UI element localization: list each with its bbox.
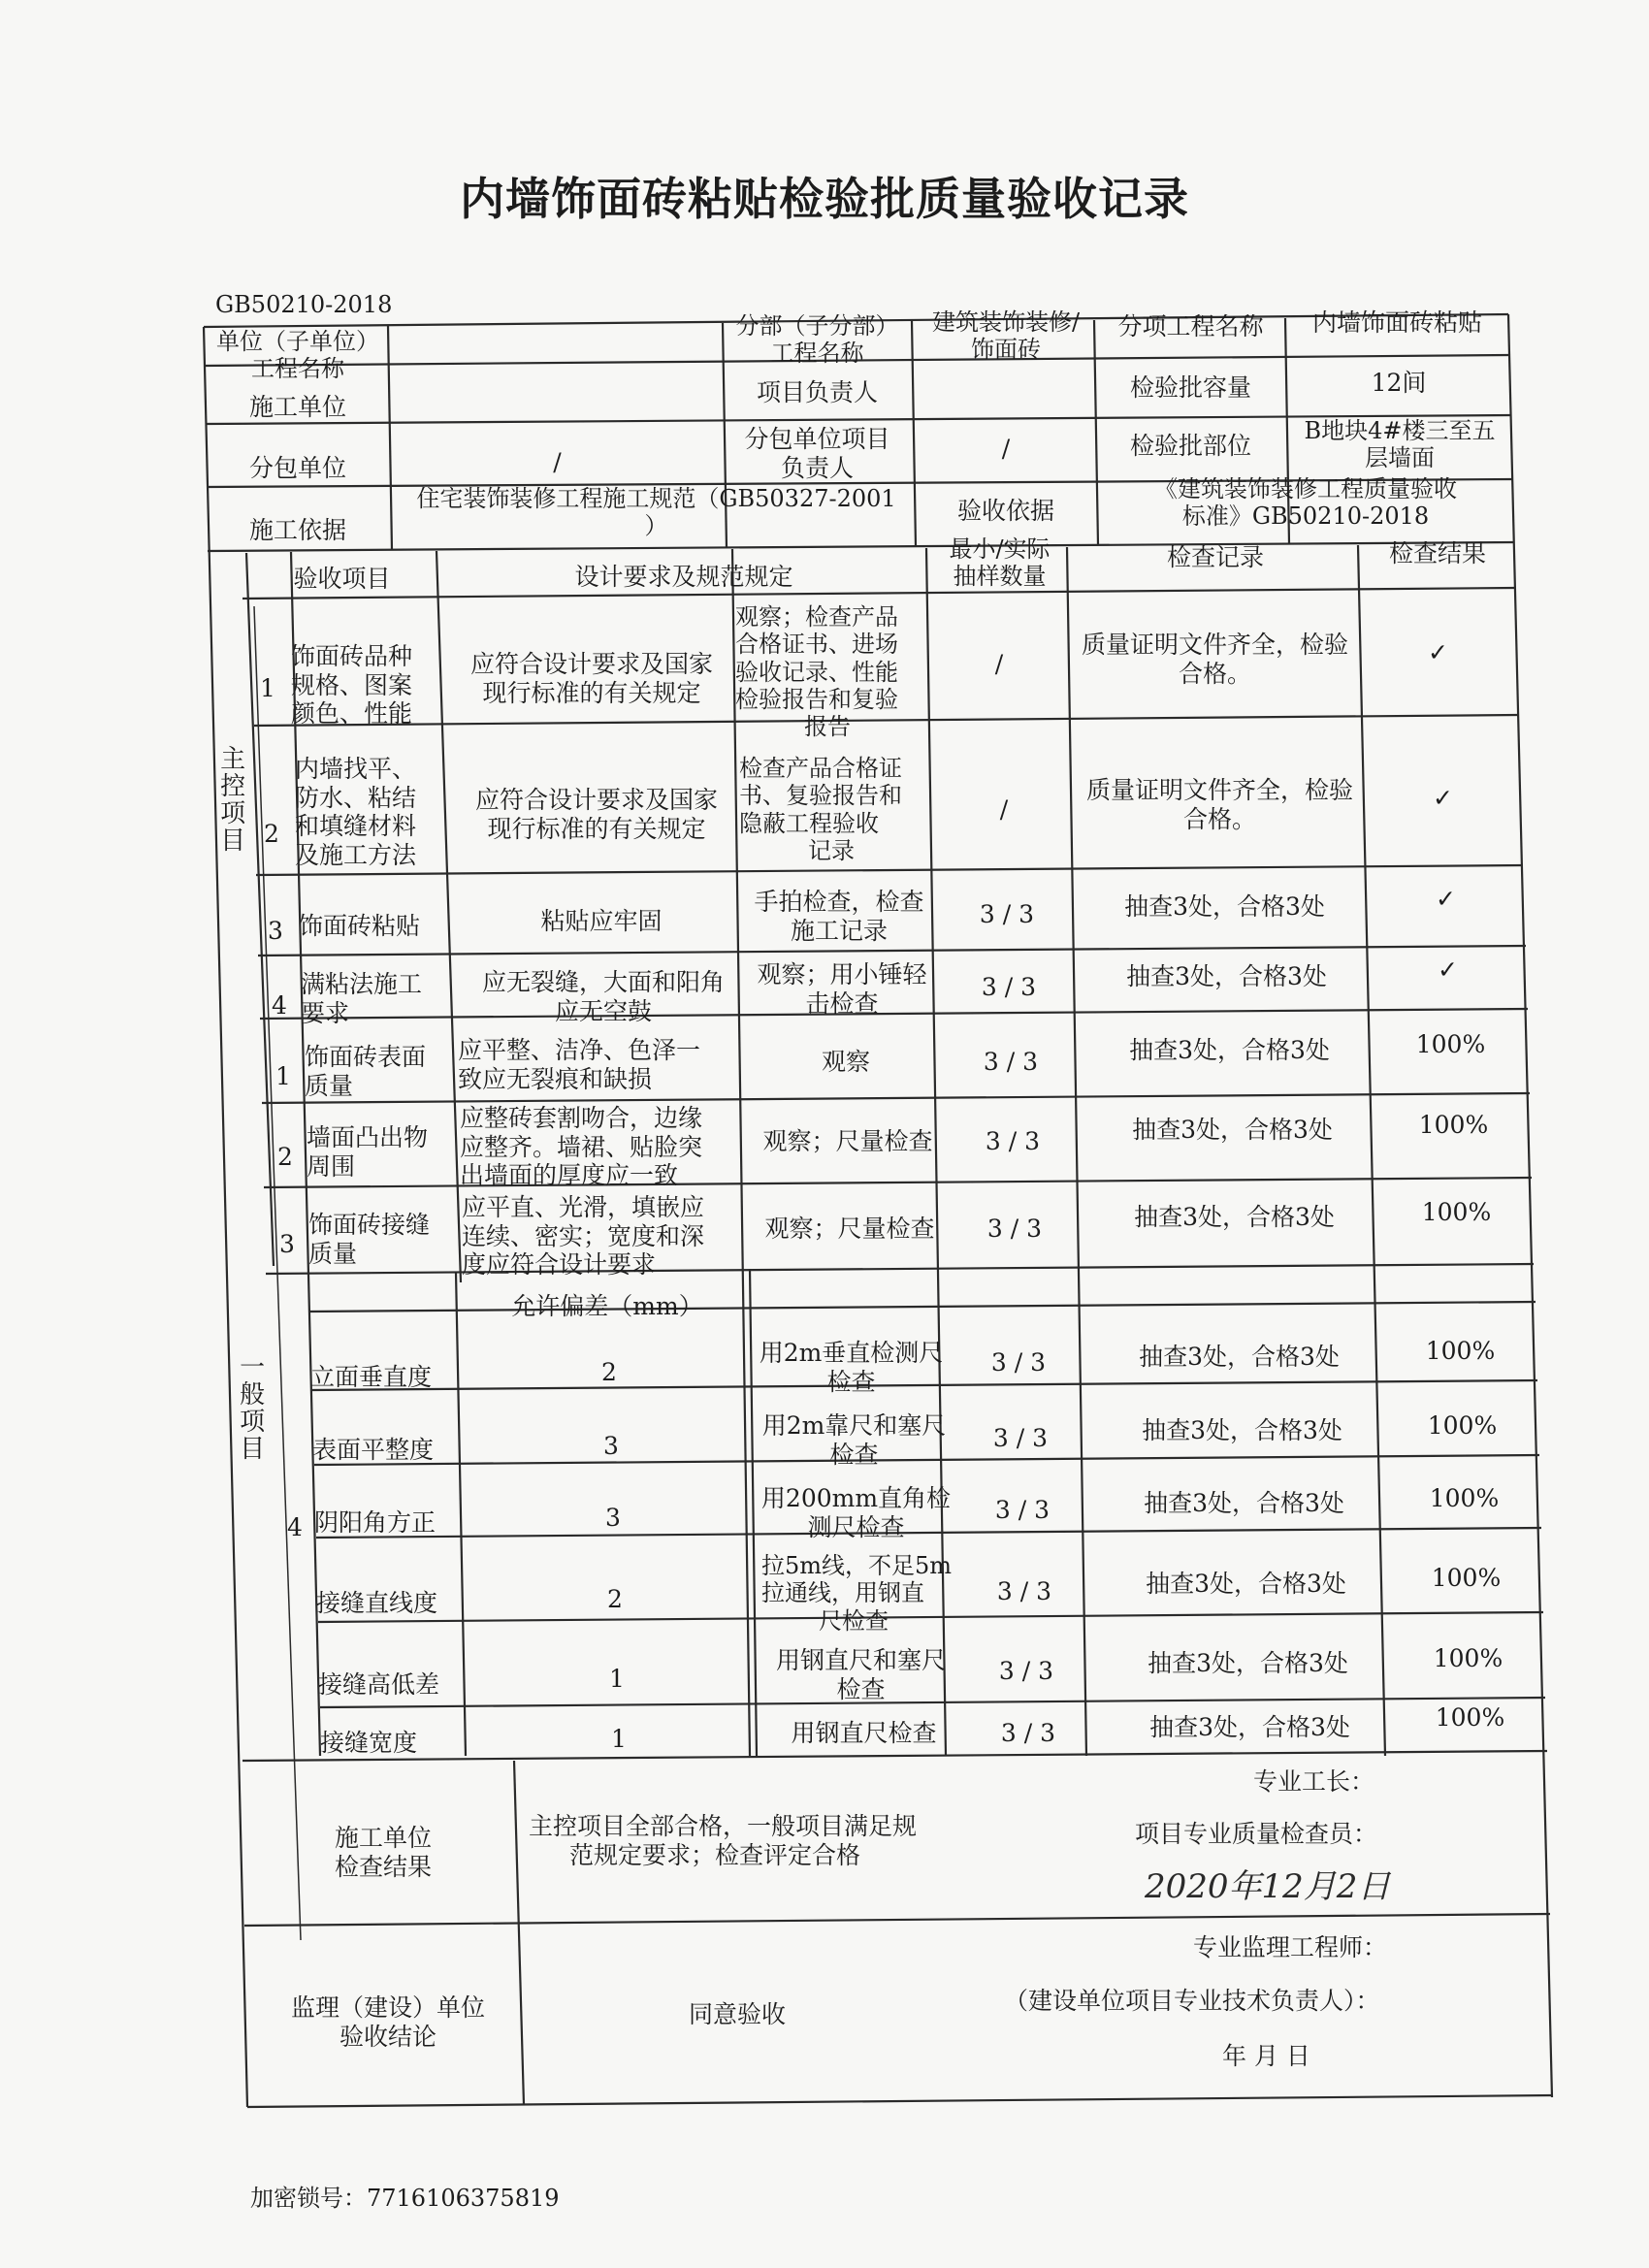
- batch-location-value: B地块4#楼三至五 层墙面: [1304, 417, 1496, 472]
- standard-code: GB50210-2018: [215, 291, 393, 318]
- col-record: 检查记录: [1166, 543, 1264, 571]
- deviation-record: 抽查3处，合格3处: [1149, 1713, 1350, 1741]
- unit-label: 单位（子单位） 工程名称: [216, 328, 379, 383]
- item-record: 抽查3处，合格3处: [1134, 1203, 1335, 1231]
- supervision-content: 同意验收: [688, 2000, 786, 2028]
- deviation-name: 表面平整度: [312, 1436, 435, 1464]
- item-no: 4: [272, 991, 287, 1020]
- deviation-record: 抽查3处，合格3处: [1139, 1343, 1340, 1371]
- contractor-check-label: 施工单位 检查结果: [334, 1824, 432, 1881]
- item-no: 3: [268, 917, 283, 945]
- main-control-label: 主控项目: [215, 745, 245, 854]
- sub-lead-label: 分包单位项目 负责人: [744, 425, 890, 482]
- deviation-header: 允许偏差（mm）: [511, 1292, 703, 1320]
- batch-location-label: 检验批部位: [1129, 432, 1251, 460]
- deviation-value: 1: [611, 1725, 627, 1753]
- deviation-value: 1: [609, 1665, 625, 1693]
- item-result: 100%: [1421, 1198, 1492, 1226]
- item-sampling: 3 / 3: [981, 973, 1037, 1001]
- deviation-sampling: 3 / 3: [994, 1496, 1051, 1524]
- item-sampling: /: [994, 650, 1004, 678]
- deviation-result: 100%: [1429, 1484, 1500, 1512]
- supervision-date: 年 月 日: [1222, 2042, 1310, 2070]
- item-sampling: 3 / 3: [979, 900, 1035, 928]
- item-requirement: 应平直、光滑，填嵌应 连续、密实；宽度和深 度应符合设计要求: [462, 1193, 705, 1279]
- batch-capacity-label: 检验批容量: [1129, 373, 1251, 402]
- item-result: ✓: [1428, 638, 1448, 666]
- deviation-method: 拉5m线，不足5m 拉通线，用钢直 尺检查: [761, 1552, 953, 1635]
- item-no: 1: [275, 1062, 291, 1090]
- deviation-method: 用2m垂直检测尺 检查: [759, 1339, 944, 1396]
- item-name: 满粘法施工 要求: [301, 970, 423, 1027]
- supervising-engineer-label: 专业监理工程师：: [1193, 1933, 1388, 1961]
- deviation-method: 用200mm直角检 测尺检查: [760, 1484, 952, 1541]
- item-record: 抽查3处，合格3处: [1126, 962, 1327, 990]
- item-name: 墙面凸出物 周围: [307, 1123, 429, 1181]
- document-title: 内墙饰面砖粘贴检验批质量验收记录: [460, 173, 1189, 225]
- table-bottom-border: [247, 2095, 1552, 2107]
- item-no: 4: [287, 1513, 303, 1541]
- foreman-label: 专业工长：: [1253, 1767, 1375, 1796]
- deviation-result: 100%: [1427, 1411, 1498, 1440]
- deviation-name: 接缝宽度: [320, 1729, 418, 1757]
- sub-dept-value: 建筑装饰装修/ 饰面砖: [931, 308, 1081, 364]
- deviation-method: 用钢直尺检查: [791, 1719, 937, 1747]
- item-record: 质量证明文件齐全，检验 合格。: [1085, 776, 1353, 833]
- deviation-sampling: 3 / 3: [1000, 1719, 1056, 1747]
- item-method: 手拍检查，检查 施工记录: [754, 888, 924, 945]
- deviation-name: 阴阳角方正: [314, 1508, 436, 1537]
- item-record: 抽查3处，合格3处: [1132, 1116, 1333, 1144]
- col-requirement: 设计要求及规范规定: [574, 563, 793, 591]
- item-no: 2: [277, 1143, 293, 1171]
- deviation-result: 100%: [1431, 1564, 1502, 1592]
- col-result: 检查结果: [1388, 539, 1486, 567]
- item-name: 饰面砖接缝 质量: [308, 1211, 431, 1268]
- item-method: 观察；尺量检查: [764, 1215, 935, 1243]
- item-result: ✓: [1436, 885, 1456, 913]
- deviation-sampling: 3 / 3: [992, 1424, 1049, 1452]
- accept-basis-value: 《建筑装饰装修工程质量验收 标准》GB50210-2018: [1154, 475, 1457, 531]
- deviation-method: 用2m靠尺和塞尺 检查: [761, 1411, 947, 1469]
- item-method: 观察: [821, 1048, 870, 1076]
- basis-value: 住宅装饰装修工程施工规范（GB50327-2001 ）: [416, 485, 896, 540]
- item-no: 1: [260, 674, 275, 702]
- deviation-value: 3: [605, 1504, 621, 1532]
- item-record: 抽查3处，合格3处: [1124, 892, 1325, 921]
- item-requirement: 应无裂缝，大面和阳角 应无空鼓: [481, 968, 725, 1025]
- item-name: 饰面砖品种 规格、图案 颜色、性能: [291, 642, 413, 728]
- item-name: 饰面砖表面 质量: [305, 1043, 427, 1100]
- subcontractor-value: /: [553, 448, 562, 476]
- quality-inspector-label: 项目专业质量检查员：: [1135, 1820, 1378, 1848]
- item-method: 观察；尺量检查: [762, 1127, 933, 1155]
- subcontractor-label: 分包单位: [248, 454, 346, 482]
- item-sampling: 3 / 3: [985, 1127, 1041, 1155]
- item-requirement: 应整砖套割吻合，边缘 应整齐。墙裙、贴脸突 出墙面的厚度应一致: [460, 1104, 703, 1189]
- item-no: 2: [264, 820, 279, 848]
- owner-representative-label: （建设单位项目专业技术负责人）：: [1004, 1987, 1380, 2015]
- deviation-name: 接缝高低差: [318, 1670, 440, 1699]
- deviation-sampling: 3 / 3: [998, 1657, 1054, 1685]
- item-requirement: 应平整、洁净、色泽一 致应无裂痕和缺损: [458, 1036, 701, 1093]
- deviation-name: 接缝直线度: [316, 1589, 438, 1617]
- item-name: 饰面砖粘贴: [299, 912, 421, 940]
- col-item: 验收项目: [293, 565, 391, 593]
- item-record: 质量证明文件齐全，检验 合格。: [1081, 631, 1348, 688]
- encryption-lock-number: 加密锁号：7716106375819: [250, 2185, 560, 2212]
- item-no: 3: [279, 1230, 295, 1258]
- item-requirement: 应符合设计要求及国家 现行标准的有关规定: [474, 786, 718, 843]
- basis-label: 施工依据: [248, 516, 346, 544]
- item-result: 100%: [1418, 1111, 1489, 1139]
- item-method: 观察；检查产品 合格证书、进场 验收记录、性能 检验报告和复验 报告: [735, 603, 898, 741]
- deviation-result: 100%: [1435, 1703, 1505, 1732]
- sub-lead-value: /: [1001, 435, 1011, 463]
- item-result: 100%: [1415, 1030, 1486, 1058]
- item-requirement: 应符合设计要求及国家 现行标准的有关规定: [469, 650, 713, 707]
- deviation-value: 3: [603, 1432, 619, 1460]
- item-sampling: /: [999, 795, 1009, 824]
- deviation-record: 抽查3处，合格3处: [1148, 1649, 1348, 1677]
- deviation-sampling: 3 / 3: [996, 1577, 1052, 1605]
- item-name-value: 内墙饰面砖粘贴: [1311, 308, 1482, 337]
- col-sampling: 最小/实际 抽样数量: [949, 535, 1051, 591]
- sub-dept-label: 分部（子分部） 工程名称: [735, 312, 899, 368]
- item-result: ✓: [1438, 956, 1458, 984]
- deviation-method: 用钢直尺和塞尺 检查: [775, 1646, 946, 1703]
- deviation-result: 100%: [1433, 1644, 1504, 1672]
- deviation-record: 抽查3处，合格3处: [1146, 1570, 1346, 1598]
- deviation-sampling: 3 / 3: [990, 1348, 1047, 1377]
- deviation-result: 100%: [1425, 1337, 1496, 1365]
- item-method: 观察；用小锤轻 击检查: [757, 960, 927, 1018]
- item-requirement: 粘贴应牢固: [540, 907, 663, 935]
- general-label: 一般项目: [235, 1353, 265, 1462]
- deviation-value: 2: [601, 1358, 617, 1386]
- item-name-label: 分项工程名称: [1117, 312, 1264, 340]
- item-sampling: 3 / 3: [986, 1215, 1043, 1243]
- item-method: 检查产品合格证 书、复验报告和 隐蔽工程验收 记录: [739, 755, 902, 864]
- project-lead-label: 项目负责人: [756, 378, 878, 406]
- accept-basis-label: 验收依据: [956, 497, 1054, 525]
- item-name: 内墙找平、 防水、粘结 和填缝材料 及施工方法: [295, 755, 417, 869]
- supervision-label: 监理（建设）单位 验收结论: [290, 1993, 485, 2051]
- deviation-record: 抽查3处，合格3处: [1142, 1416, 1342, 1444]
- contractor-check-date: 2020年12月2日: [1145, 1867, 1391, 1906]
- item-result: ✓: [1433, 784, 1453, 812]
- deviation-name: 立面垂直度: [310, 1363, 433, 1391]
- table-left-border: [204, 327, 247, 2107]
- contractor-label: 施工单位: [248, 393, 346, 421]
- deviation-value: 2: [607, 1585, 623, 1613]
- batch-capacity-value: 12间: [1371, 369, 1427, 397]
- deviation-record: 抽查3处，合格3处: [1144, 1489, 1344, 1517]
- item-sampling: 3 / 3: [983, 1048, 1039, 1076]
- contractor-check-content: 主控项目全部合格，一般项目满足规 范规定要求；检查评定合格: [529, 1812, 918, 1869]
- item-record: 抽查3处，合格3处: [1129, 1036, 1330, 1064]
